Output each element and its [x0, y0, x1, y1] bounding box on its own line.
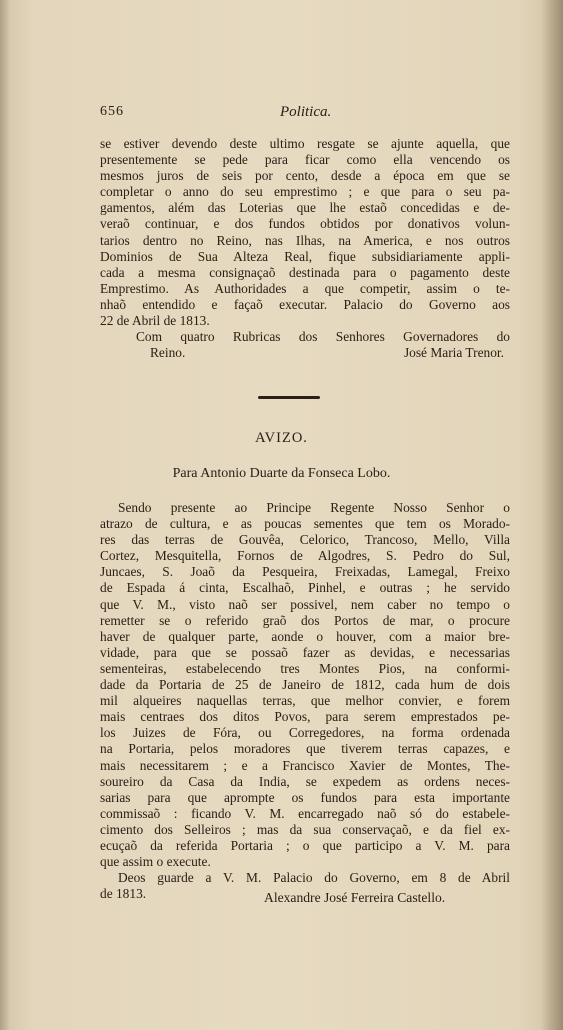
section-divider [258, 396, 320, 399]
avizo-body [100, 500, 510, 902]
text-line: nhaõ entendido e façaõ executar. Palacio do Governo aos [100, 296, 510, 312]
text-line: de Espada á cinta, Escalhaõ, Pinhel, e outras ; he servido [100, 580, 510, 596]
text-line: remetter se o referido graõ dos Portos de mar, o procure [100, 612, 510, 628]
rubrics-signer: José Maria Trenor. [403, 345, 504, 361]
text-line: presentemente se pede para ficar como ella vencendo os [100, 152, 510, 168]
text-line: sarias para que apromptе os fundos para esta importante [100, 789, 510, 805]
text-line: mesmos juros de seis por cento, desde a época em que se [100, 168, 510, 184]
text-line: tarios dentro no Reino, nas Ilhas, na America, e nos outros [100, 232, 510, 248]
text-line: veraõ continuar, e dos fundos obtidos por donativos volun- [100, 216, 510, 232]
text-line: vidade, para que se possaõ fazer as devidas, e necessarias [100, 644, 510, 660]
text-line: cada a mesma consignaçaõ destinada para o pagamento deste [100, 264, 510, 280]
avizo-addressee: Para Antonio Duarte da Fonseca Lobo. [172, 466, 391, 481]
page-number: 656 [100, 104, 124, 119]
text-line: 22 de Abril de 1813. [100, 313, 210, 329]
text-line: soureiro da Casa da India, se expedem as ordens neces- [100, 773, 510, 789]
text-line: mais centraes dos ditos Povos, para serem emprestados pe- [100, 709, 510, 725]
text-line: dade da Portaria de 25 de Janeiro de 1812, cada hum de dois [100, 677, 510, 693]
text-line: ecuçaõ da referida Portaria ; o que participo a V. M. para [100, 837, 510, 853]
closing-date: de 1813. [100, 886, 147, 902]
running-title: Politica. [280, 104, 332, 120]
text-line: los Juizes de Fóra, ou Corregedores, na forma ordenada [100, 725, 510, 741]
text-line: Juncaes, S. Joaõ da Pesqueira, Freixadas, Lamegal, Freixo [100, 564, 510, 580]
text-line: Cortez, Mesquitella, Fornos de Algodres, S. Pedro do Sul, [100, 548, 510, 564]
page-header [100, 104, 510, 124]
rubrics-end: Reino. [150, 345, 186, 361]
avizo-title: AVIZO. [255, 430, 308, 446]
text-line: completar o anno do seu emprestimo ; e que para o seu pa- [100, 184, 510, 200]
text-line: commissaõ : ficando V. M. encarregado naõ só do estabele- [100, 805, 510, 821]
text-line: que V. M., visto naõ ser possivel, nem caber no tempo o [100, 596, 510, 612]
text-line: res das terras de Gouvêa, Celorico, Trancoso, Mello, Villa [100, 532, 510, 548]
text-line: na Portaria, pelos moradores que tiverem terras capazes, e [100, 741, 510, 757]
avizo-signature: Alexandre José Ferreira Castello. [264, 890, 446, 905]
page-gutter-shadow [0, 0, 10, 1030]
text-line: gamentos, além das Loterias que lhe estaõ concedidas e de- [100, 200, 510, 216]
text-line: sementeiras, estabelecendo tres Montes Pios, na conformi- [100, 660, 510, 676]
page-edge-shadow [541, 0, 563, 1030]
text-line: Emprestimo. As Authoridades a que competir, assim o te- [100, 280, 510, 296]
text-line: que assim o execute. [100, 854, 211, 870]
text-line: Dominios de Sua Alteza Real, fique subsidiariamente appli- [100, 248, 510, 264]
decree-continuation [100, 136, 510, 361]
text-line: atrazo de cultura, e as poucas sementes que tem os Morado- [100, 516, 510, 532]
text-line: se estiver devendo deste ultimo resgate se ajunte aquella, que [100, 136, 510, 151]
text-line: mil alqueires naquellas terras, que melhor convier, e forem [100, 693, 510, 709]
rubrics-line: Com quatro Rubricas dos Senhores Governadores do [136, 329, 510, 345]
text-line: mais necessitarem ; e a Francisco Xavier de Montes, The- [100, 757, 510, 773]
text-line: haver de qualquer parte, aonde o houver, com a maior bre- [100, 628, 510, 644]
rubrics-signature-line [100, 345, 510, 361]
closing-line: Deos guarde a V. M. Palacio do Governo, em 8 de Abril [118, 870, 510, 886]
text-line: Sendo presente ao Principe Regente Nosso Senhor o [118, 500, 510, 515]
text-line: cimento dos Selleiros ; mas da sua conservaçaõ, e da fiel ex- [100, 821, 510, 837]
